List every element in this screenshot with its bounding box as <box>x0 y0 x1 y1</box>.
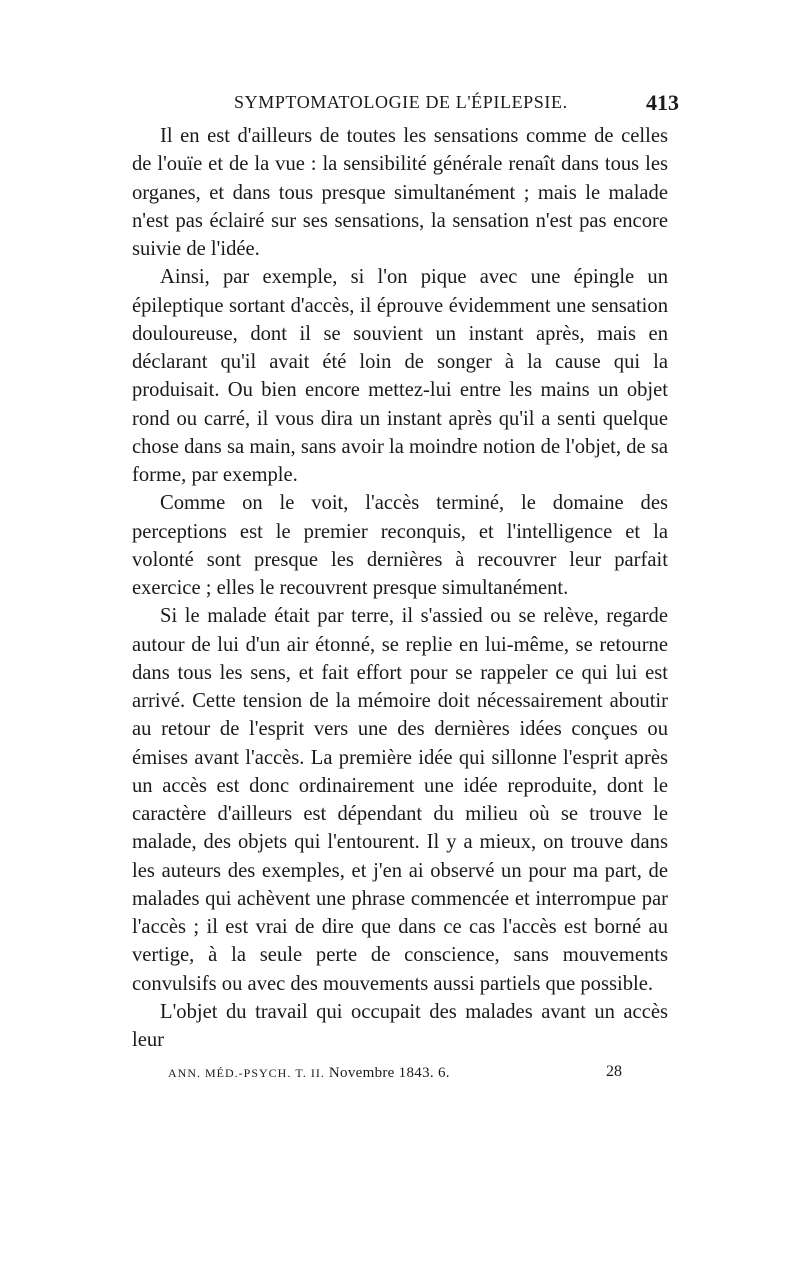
paragraph: Si le malade était par terre, il s'assied ou se relève, regarde autour de lui d'un air étonné, se replie en lui-même, se retourne dans tous les sens, et fait effort pour se rappeler ce qui lui est arrivé. Cette tension de la mémoire doit nécessairement aboutir au retour de l'esprit vers une des dernières idées conçues ou émises avant l'accès. La première idée qui sillonne l'esprit après un accès est donc ordinairement une idée reproduite, dont le caractère d'ailleurs est dépendant du milieu où se trouve le malade, des objets qui l'entourent. Il y a mieux, on trouve dans les auteurs des exemples, et j'en ai observé un pour ma part, de malades qui achèvent une phrase commencée et interrompue par l'accès ; il est vrai de dire que dans ce cas l'accès est borné au vertige, à la seule perte de conscience, sans mouvements convulsifs ou avec des mouvements aussi partiels que possible. <box>132 605 668 995</box>
running-title: SYMPTOMATOLOGIE DE L'ÉPILEPSIE. <box>234 92 568 112</box>
journal-abbrev: ANN. MÉD.-PSYCH. <box>168 1066 292 1080</box>
signature-mark: 28 <box>606 1063 622 1080</box>
volume: T. II. <box>295 1066 325 1080</box>
footer-signature-line <box>168 1065 450 1082</box>
paragraph: L'objet du travail qui occupait des malades avant un accès leur <box>132 1000 668 1051</box>
sheet-number: 6. <box>437 1065 450 1081</box>
paragraph: Ainsi, par exemple, si l'on pique avec une épingle un épileptique sortant d'accès, il éprouve évidemment une sensation douloureuse, dont il se souvient un instant après, mais en déclarant qu'il avait été loin de songer à la cause qui la produisait. Ou bien encore mettez-lui entre les mains un objet rond ou carré, il vous dira un instant après qu'il a senti quelque chose dans sa main, sans avoir la moindre notion de l'objet, de sa forme, par exemple. <box>132 266 668 486</box>
issue-date: Novembre 1843. <box>328 1065 434 1081</box>
page-number: 413 <box>646 90 679 115</box>
paragraph: Comme on le voit, l'accès terminé, le domaine des perceptions est le premier reconquis, et l'intelligence et la volonté sont presque les dernières à recouvrer leur parfait exercice ; elles le recouvrent presque simultanément. <box>132 492 668 599</box>
body-text <box>132 122 668 1054</box>
paragraph: Il en est d'ailleurs de toutes les sensations comme de celles de l'ouïe et de la vue : la sensibilité générale renaît dans tous les organes, et dans tous presque simultanément ; mais le malade n'est pas éclairé sur ses sensations, la sensation n'est pas encore suivie de l'idée. <box>132 125 668 260</box>
